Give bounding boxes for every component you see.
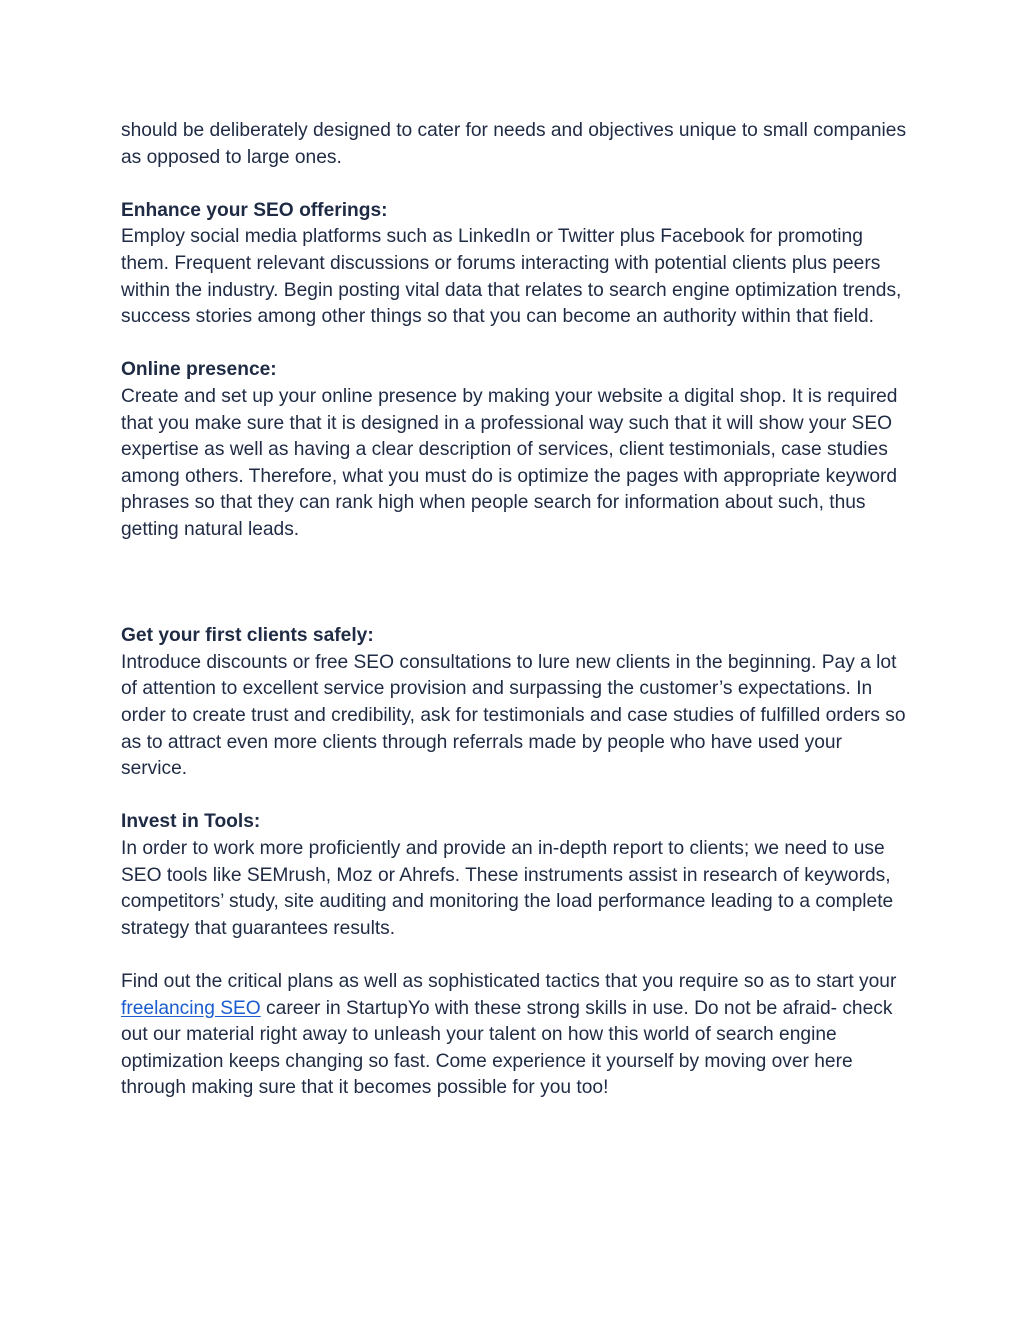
freelancing-seo-link[interactable]: freelancing SEO [121,997,261,1019]
section-enhance-seo-offerings [121,198,911,331]
section-invest-in-tools [121,809,911,942]
section-body: Employ social media platforms such as LinkedIn or Twitter plus Facebook for promoting them. Frequent relevant discussions or forums interacting with potential clients plus peers within the industry. Begin posting vital data that relates to search engine optimization trends, success stories among other things so that you can become an authority within that field. [121,226,902,328]
section-body: In order to work more proficiently and provide an in-depth report to clients; we need to use SEO tools like SEMrush, Moz or Ahrefs. These instruments assist in research of keywords, competitors’ study, site auditing and monitoring the load performance leading to a complete strategy that guarantees results. [121,838,894,939]
paragraph-spacer-large [121,544,911,624]
section-heading: Invest in Tools: [121,811,261,833]
section-first-clients [121,623,911,783]
section-heading: Enhance your SEO offerings: [121,199,388,221]
section-online-presence [121,357,911,543]
section-body: Create and set up your online presence by making your website a digital shop. It is required that you make sure that it is designed in a professional way such that it will show your SEO expertise as well as having a clear description of services, client testimonials, case studies among others. Therefore, what you must do is optimize the pages with appropriate keyword phrases so that they can rank high when people search for information about such, thus getting natural leads. [121,385,898,540]
paragraph-spacer [121,783,911,810]
closing-text-before-link: Find out the critical plans as well as sophisticated tactics that you require so as to start your [121,971,897,993]
closing-text-after-link: career in StartupYo with these strong skills in use. Do not be afraid- check out our material right away to unleash your talent on how this world of search engine optimization keeps changing so fast. Come experience it yourself by moving over here through making sure that it becomes possible for you too! [121,997,893,1099]
closing-paragraph [121,969,911,1102]
section-body: Introduce discounts or free SEO consultations to lure new clients in the beginning. Pay a lot of attention to excellent service provision and surpassing the customer’s expectations. In order to create trust and credibility, ask for testimonials and case studies of fulfilled orders so as to attract even more clients through referrals made by people who have used your service. [121,651,906,780]
paragraph-spacer [121,171,911,198]
paragraph-spacer [121,331,911,358]
section-heading: Get your first clients safely: [121,625,374,647]
intro-paragraph: should be deliberately designed to cater for needs and objectives unique to small companies as opposed to large ones. [121,120,907,168]
section-heading: Online presence: [121,359,277,381]
paragraph-spacer [121,942,911,969]
document-page [121,118,911,1102]
